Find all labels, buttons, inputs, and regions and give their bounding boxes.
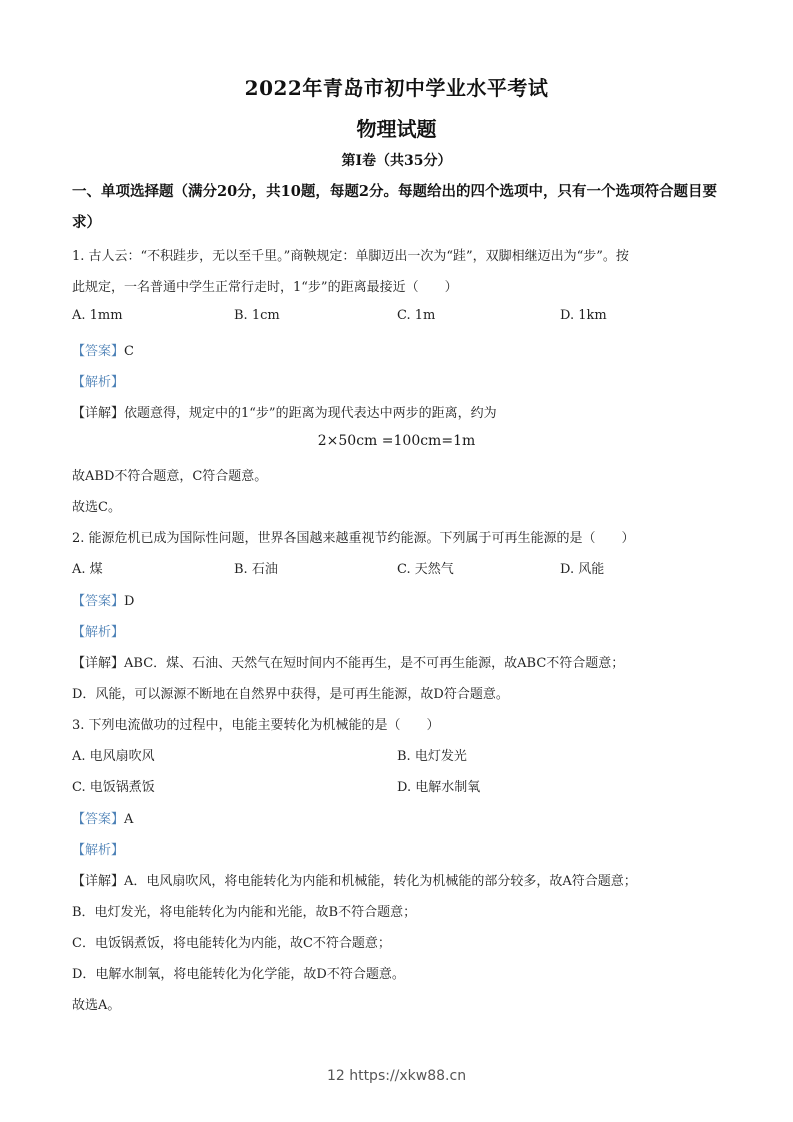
q3-answer (72, 808, 133, 827)
q1-detail-line4: 故选C。 (72, 500, 121, 515)
page-footer-link[interactable]: 12 https://xkw88.cn (326, 1068, 467, 1084)
q3-option-a: A. 电风扇吹风 (72, 749, 155, 764)
subject-title: 物理试题 (356, 117, 437, 141)
q1-option-c: C. 1m (397, 308, 436, 323)
q2-stem: 2. 能源危机已成为国际性问题，世界各国越来越重视节约能源。下列属于可再生能源的是（ ） (72, 531, 635, 546)
detail-text: ABC．煤、石油、天然气在短时间内不能再生，是不可再生能源，故ABC不符合题意； (124, 656, 625, 671)
q2-answer (72, 590, 134, 609)
detail-text: 依题意得，规定中的1“步”的距离为现代表达中两步的距离，约为 (124, 406, 497, 421)
q1-option-d: D. 1km (560, 308, 607, 323)
q1-answer (72, 340, 134, 359)
answer-value: C (124, 344, 134, 359)
detail-label: 【详解】 (72, 656, 125, 671)
q1-analysis-label: 【解析】 (72, 375, 125, 390)
answer-value: D (124, 594, 135, 609)
q2-option-c: C. 天然气 (397, 562, 454, 577)
q1-option-b: B. 1cm (234, 308, 280, 323)
q2-option-d: D. 风能 (560, 562, 605, 577)
q1-detail-line1 (72, 402, 497, 421)
q2-option-b: B. 石油 (234, 562, 278, 577)
q3-detail-line3: C．电饭锅煮饭，将电能转化为内能，故C不符合题意； (72, 936, 391, 951)
q3-option-c: C. 电饭锅煮饭 (72, 780, 155, 795)
q3-detail-line4: D．电解水制氧，将电能转化为化学能，故D不符合题意。 (72, 967, 405, 982)
q2-detail-line1 (72, 652, 624, 671)
q3-detail-line1 (72, 870, 637, 889)
q3-analysis-label: 【解析】 (72, 843, 125, 858)
detail-text: A．电风扇吹风，将电能转化为内能和机械能，转化为机械能的部分较多，故A符合题意； (124, 874, 637, 889)
q1-option-a: A. 1mm (72, 308, 123, 323)
q2-analysis-label: 【解析】 (72, 625, 125, 640)
q1-formula: 2×50cm =100cm=1m (317, 433, 476, 449)
answer-value: A (124, 812, 134, 827)
q2-option-a: A. 煤 (72, 562, 103, 577)
section-heading: 一、单项选择题（满分20分，共10题，每题2分。每题给出的四个选项中，只有一个选项符合题目要求） (72, 183, 717, 231)
q3-detail-line5: 故选A。 (72, 998, 121, 1013)
q3-option-b: B. 电灯发光 (397, 749, 467, 764)
q3-option-d: D. 电解水制氧 (397, 780, 481, 795)
detail-label: 【详解】 (72, 874, 125, 889)
q2-detail-line2: D．风能，可以源源不断地在自然界中获得，是可再生能源，故D符合题意。 (72, 687, 509, 702)
q1-stem-line1: 1. 古人云：“不积跬步，无以至千里。”商鞅规定：单脚迈出一次为“跬”，双脚相继迈出为“步”。按 (72, 249, 629, 264)
q1-stem-line2: 此规定，一名普通中学生正常行走时，1“步”的距离最接近（ ） (72, 280, 458, 295)
answer-label: 【答案】 (72, 344, 125, 359)
answer-label: 【答案】 (72, 812, 125, 827)
detail-label: 【详解】 (72, 406, 125, 421)
q3-detail-line2: B．电灯发光，将电能转化为内能和光能，故B不符合题意； (72, 905, 417, 920)
answer-label: 【答案】 (72, 594, 125, 609)
volume-title: 第I卷（共35分） (341, 153, 452, 169)
exam-title: 2022年青岛市初中学业水平考试 (244, 76, 549, 100)
q1-detail-line3: 故ABD不符合题意，C符合题意。 (72, 469, 268, 484)
q3-stem: 3. 下列电流做功的过程中，电能主要转化为机械能的是（ ） (72, 718, 440, 733)
